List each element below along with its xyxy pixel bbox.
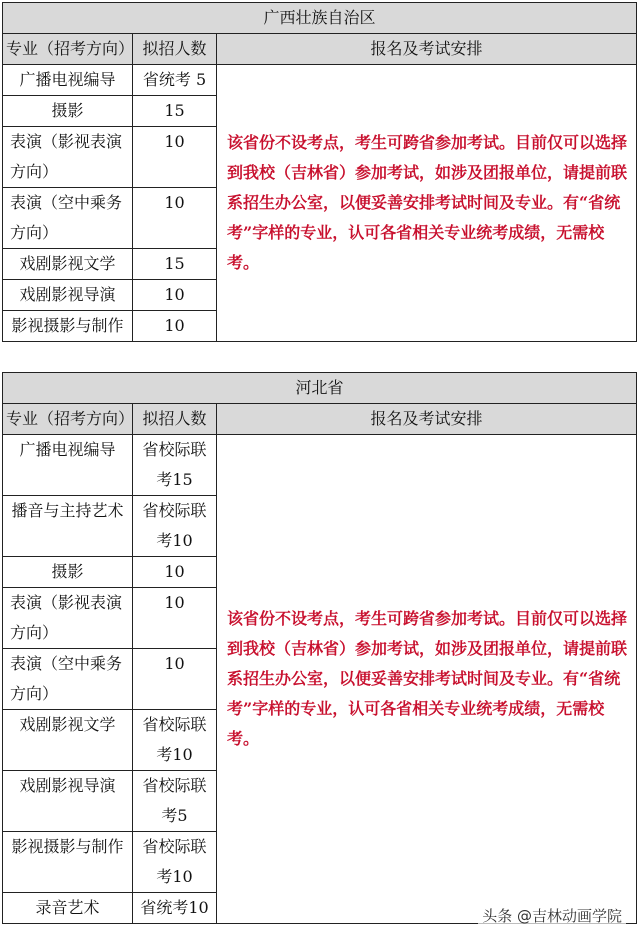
count-cell: 10	[133, 557, 217, 588]
count-cell: 15	[133, 249, 217, 280]
count-cell: 10	[133, 280, 217, 311]
count-cell: 省校际联考10	[133, 496, 217, 557]
header-count: 拟招人数	[133, 34, 217, 65]
major-cell: 表演（空中乘务方向）	[3, 188, 133, 249]
header-arrangement: 报名及考试安排	[217, 404, 637, 435]
count-cell: 省统考10	[133, 893, 217, 924]
count-cell: 10	[133, 188, 217, 249]
arrangement-note: 该省份不设考点，考生可跨省参加考试。目前仅可以选择到我校（吉林省）参加考试，如涉及团报单位，请提前联系招生办公室，以便妥善安排考试时间及专业。有“省统考”字样的专业，认可各省相关专业统考成绩，无需校考。	[217, 65, 637, 342]
count-cell: 省校际联考15	[133, 435, 217, 496]
count-cell: 10	[133, 588, 217, 649]
source-watermark: 头条 @吉林动画学院	[478, 903, 626, 928]
table-row	[3, 435, 637, 496]
major-cell: 播音与主持艺术	[3, 496, 133, 557]
major-cell: 摄影	[3, 96, 133, 127]
count-cell: 10	[133, 649, 217, 710]
count-cell: 省统考 5	[133, 65, 217, 96]
major-cell: 表演（影视表演方向）	[3, 127, 133, 188]
table-title: 广西壮族自治区	[3, 3, 637, 34]
count-cell: 省校际联考10	[133, 710, 217, 771]
major-cell: 摄影	[3, 557, 133, 588]
count-cell: 10	[133, 311, 217, 342]
guangxi-table	[2, 2, 637, 342]
major-cell: 戏剧影视导演	[3, 771, 133, 832]
header-major: 专业（招考方向）	[3, 34, 133, 65]
count-cell: 省校际联考5	[133, 771, 217, 832]
header-arrangement: 报名及考试安排	[217, 34, 637, 65]
major-cell: 表演（空中乘务方向）	[3, 649, 133, 710]
major-cell: 广播电视编导	[3, 435, 133, 496]
major-cell: 影视摄影与制作	[3, 311, 133, 342]
major-cell: 戏剧影视导演	[3, 280, 133, 311]
arrangement-note: 该省份不设考点，考生可跨省参加考试。目前仅可以选择到我校（吉林省）参加考试，如涉及团报单位，请提前联系招生办公室，以便妥善安排考试时间及专业。有“省统考”字样的专业，认可各省相关专业统考成绩，无需校考。	[217, 435, 637, 924]
major-cell: 录音艺术	[3, 893, 133, 924]
major-cell: 广播电视编导	[3, 65, 133, 96]
major-cell: 影视摄影与制作	[3, 832, 133, 893]
count-cell: 15	[133, 96, 217, 127]
header-count: 拟招人数	[133, 404, 217, 435]
hebei-table	[2, 372, 637, 924]
header-major: 专业（招考方向）	[3, 404, 133, 435]
major-cell: 戏剧影视文学	[3, 249, 133, 280]
count-cell: 10	[133, 127, 217, 188]
major-cell: 戏剧影视文学	[3, 710, 133, 771]
count-cell: 省校际联考10	[133, 832, 217, 893]
table-title: 河北省	[3, 373, 637, 404]
table-row	[3, 65, 637, 96]
major-cell: 表演（影视表演方向）	[3, 588, 133, 649]
